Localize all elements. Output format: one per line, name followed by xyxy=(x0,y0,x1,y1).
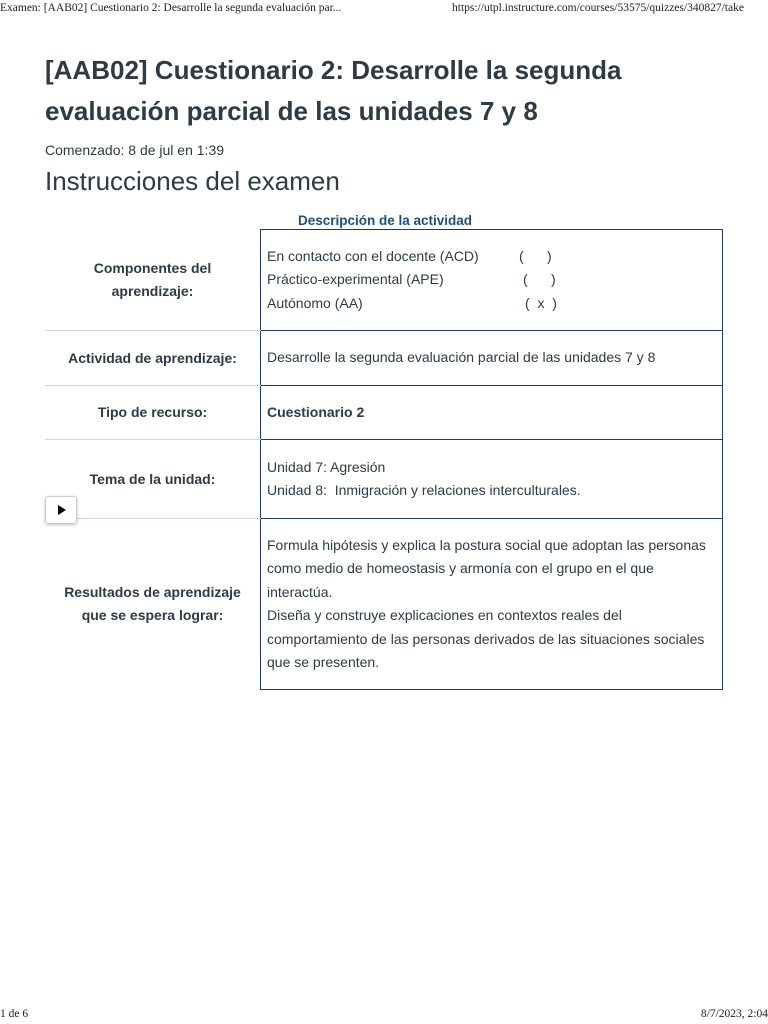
component-mark: ( x ) xyxy=(525,294,557,311)
table-row-learning-outcomes xyxy=(45,519,723,690)
row-label-resource-type: Tipo de recurso: xyxy=(45,386,261,440)
component-item xyxy=(267,292,716,316)
row-value-resource-type: Cuestionario 2 xyxy=(261,386,723,440)
print-footer xyxy=(0,1004,768,1024)
learning-outcome-line: Formula hipótesis y explica la postura social que adoptan las personas como medio de homeostasis y armonía con el grupo en el que interactúa. xyxy=(267,536,706,600)
component-mark: ( ) xyxy=(523,271,556,288)
table-row-activity xyxy=(45,331,723,386)
unit-topic-label-text: Tema de la unidad: xyxy=(89,470,216,487)
unit-topic-line: Unidad 8: Inmigración y relaciones interculturales. xyxy=(267,482,581,498)
table-row-resource-type xyxy=(45,386,723,440)
print-timestamp: 8/7/2023, 2:04 xyxy=(700,1008,768,1020)
print-header-title: Examen: [AAB02] Cuestionario 2: Desarrolle la segunda evaluación par... xyxy=(0,2,342,14)
row-value-unit-topic xyxy=(261,440,723,519)
row-value-learning-outcomes xyxy=(261,519,723,690)
component-name: En contacto con el docente (ACD) xyxy=(267,247,479,264)
quiz-title: [AAB02] Cuestionario 2: Desarrolle la segunda evaluación parcial de las unidades 7 y 8 xyxy=(45,55,622,126)
print-header xyxy=(0,0,768,18)
quiz-content xyxy=(45,50,725,690)
quiz-started-timestamp: Comenzado: 8 de jul en 1:39 xyxy=(45,142,225,158)
row-label-components: Componentes del aprendizaje: xyxy=(45,230,261,331)
activity-description-table xyxy=(45,229,723,690)
page-number: 1 de 6 xyxy=(0,1008,29,1020)
print-header-url: https://utpl.instructure.com/courses/53575/quizzes/340827/take xyxy=(452,2,744,14)
unit-topic-line: Unidad 7: Agresión xyxy=(267,458,386,475)
table-row-unit-topic xyxy=(45,440,723,519)
component-item xyxy=(267,245,716,269)
row-value-components xyxy=(261,230,723,331)
table-row-components xyxy=(45,230,723,331)
row-label-activity: Actividad de aprendizaje: xyxy=(45,331,261,386)
component-mark: ( ) xyxy=(519,247,552,264)
play-icon xyxy=(58,505,66,515)
component-name: Autónomo (AA) xyxy=(267,294,363,311)
component-name: Práctico-experimental (APE) xyxy=(267,271,444,288)
learning-outcome-line: Diseña y construye explicaciones en contextos reales del comportamiento de las personas derivados de las situaciones sociales que se presenten. xyxy=(267,607,705,670)
row-label-unit-topic xyxy=(45,440,261,519)
row-label-learning-outcomes: Resultados de aprendizaje que se espera lograr: xyxy=(64,584,241,624)
components-list xyxy=(267,245,716,316)
activity-table-caption: Descripción de la actividad xyxy=(297,213,473,228)
instructions-heading: Instrucciones del examen xyxy=(45,166,340,196)
component-item xyxy=(267,268,716,292)
row-value-activity: Desarrolle la segunda evaluación parcial de las unidades 7 y 8 xyxy=(261,331,723,386)
